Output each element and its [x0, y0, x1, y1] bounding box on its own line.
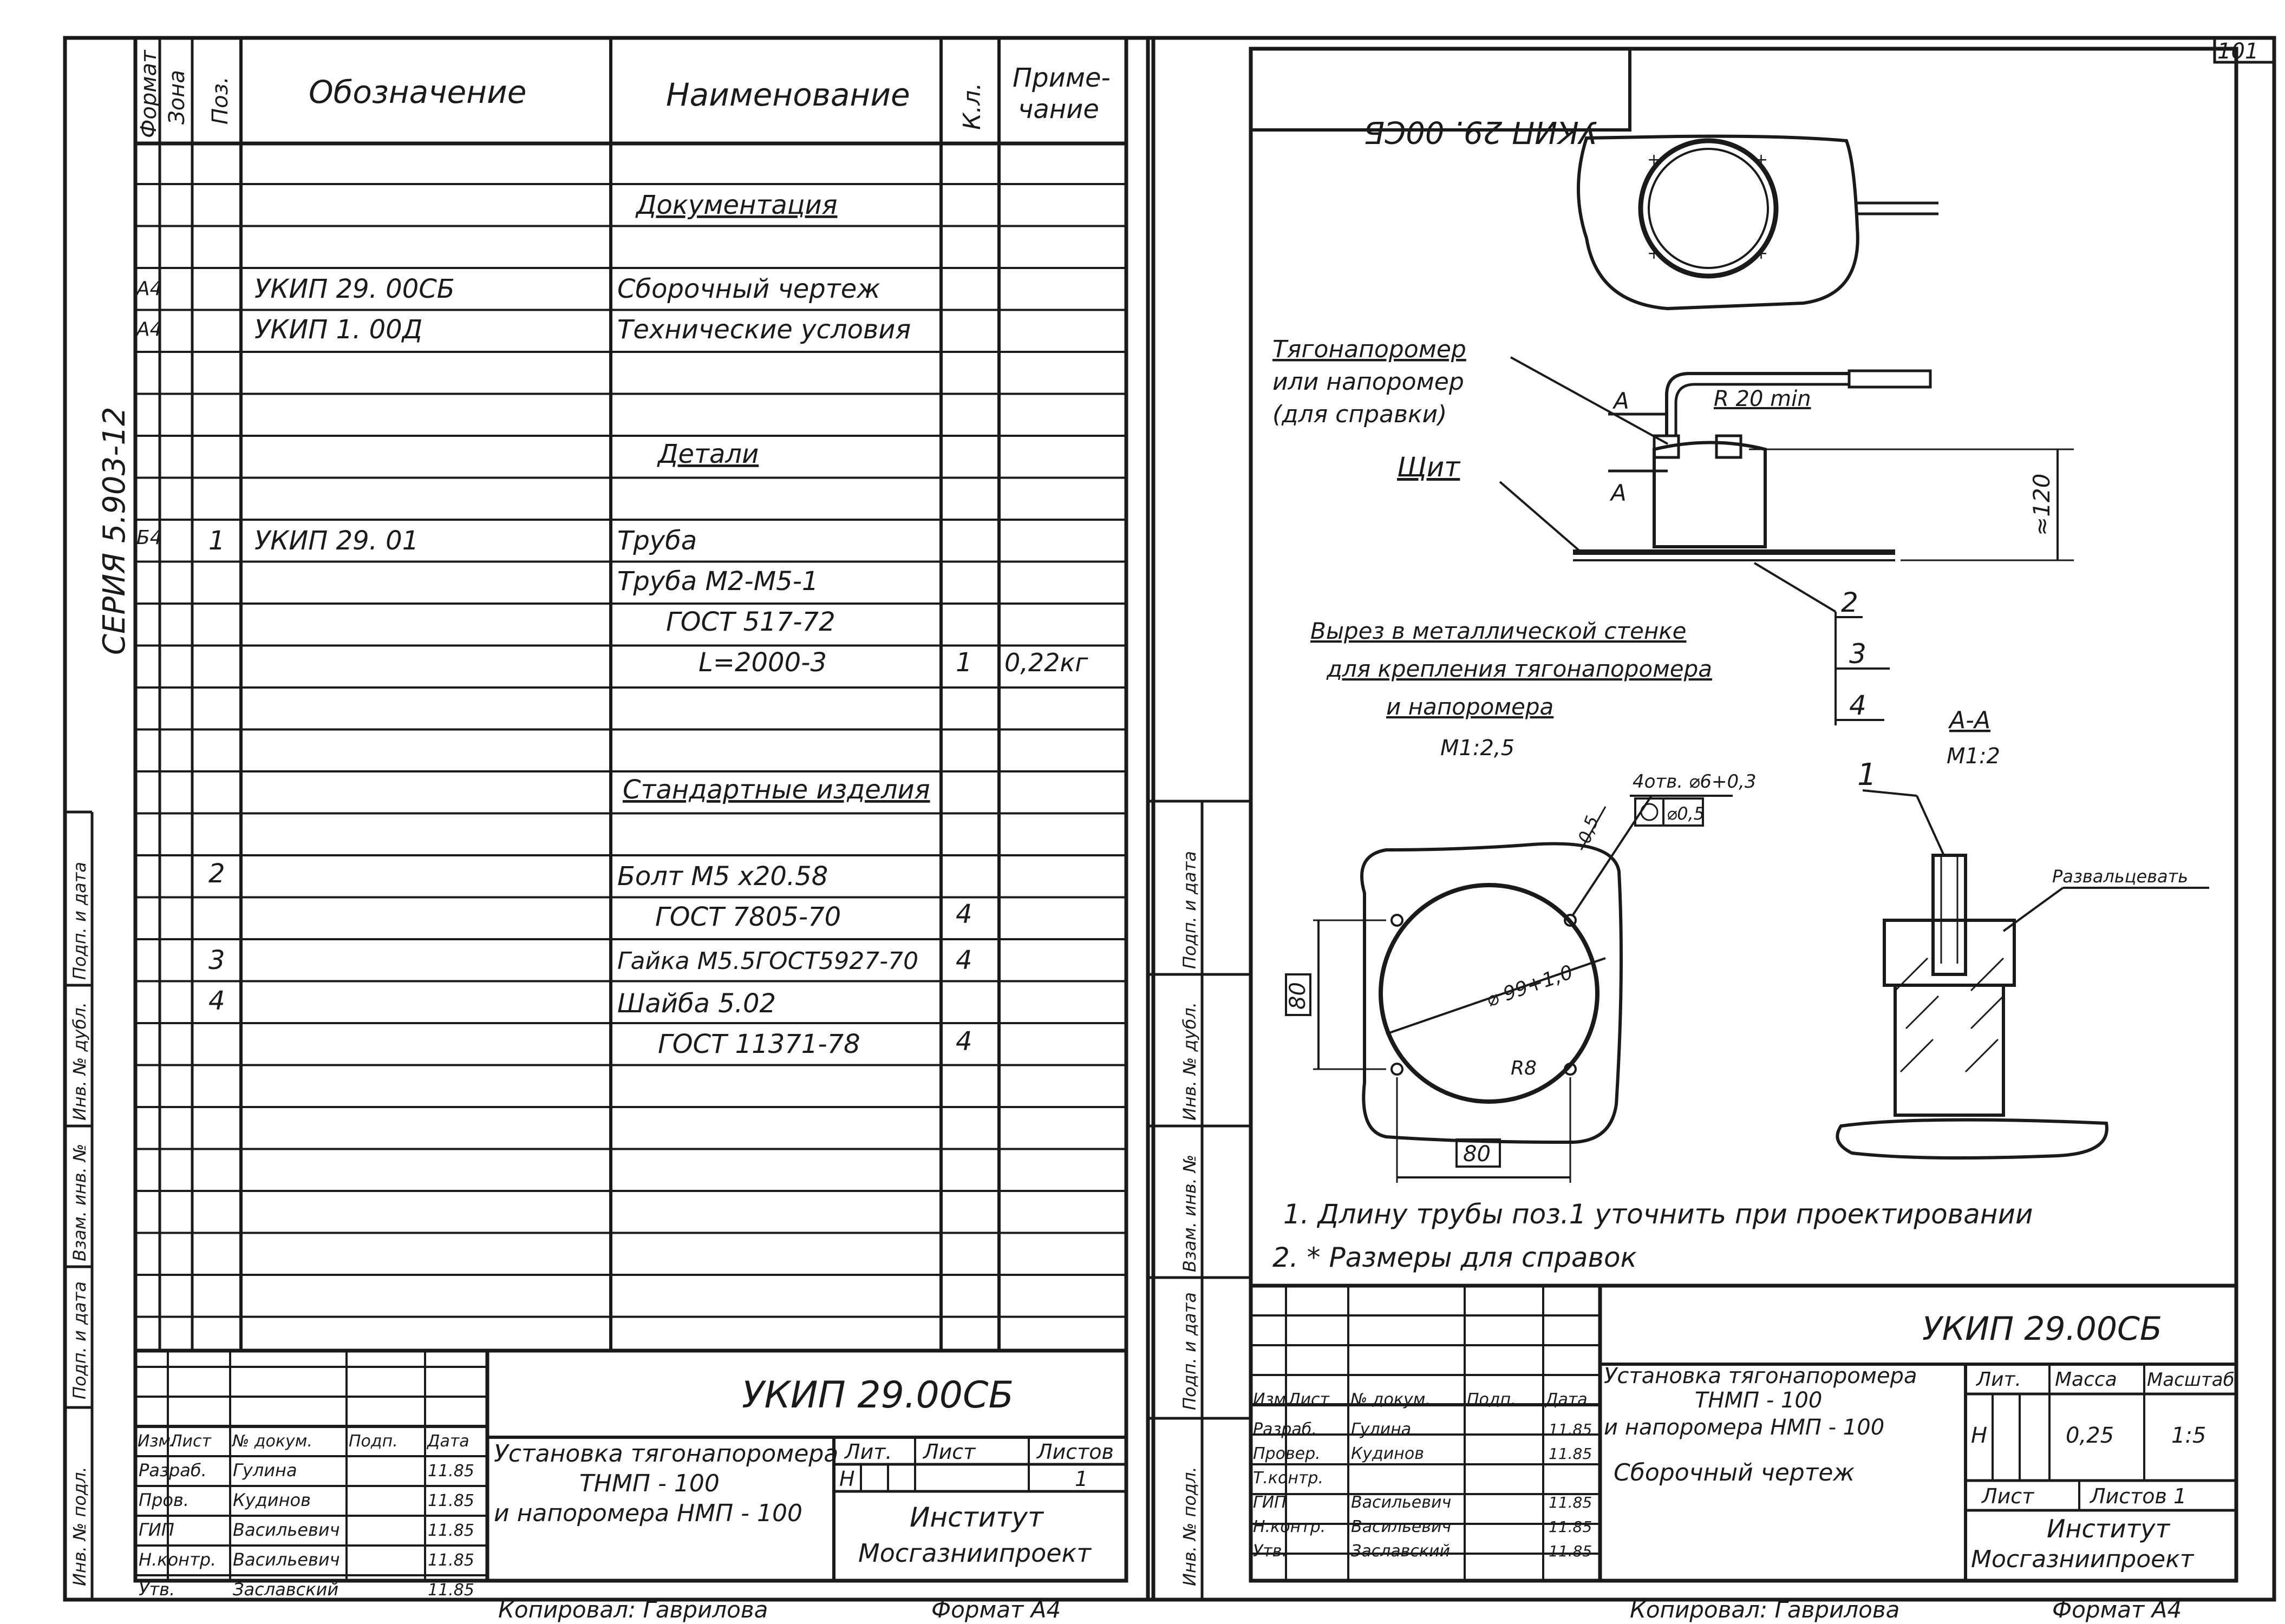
margin-label: Инв. № дубл. [1179, 1002, 1200, 1121]
org-line: Мосгазниипроект [858, 1538, 1092, 1568]
sign-date: 11.85 [428, 1581, 474, 1600]
height-dimension: ≈120 [2028, 473, 2055, 536]
header-name: Наименование [666, 76, 910, 113]
row-pos: 4 [208, 986, 225, 1016]
sign-name: Заславский [1351, 1542, 1450, 1561]
sign-date: 11.85 [1549, 1420, 1592, 1438]
scale-label: Масштаб [2147, 1369, 2235, 1391]
sign-column-header: Подп. [349, 1432, 398, 1451]
spec-header [136, 49, 1111, 138]
title-line: Установка тягонапоромера [1604, 1364, 1917, 1389]
position-tolerance: ⌀0,5 [1667, 803, 1705, 824]
org-line: Институт [2047, 1514, 2170, 1543]
sheets-value: 1 [1075, 1467, 1088, 1491]
radius-label: R 20 min [1714, 387, 1811, 411]
row-format: А4 [136, 318, 162, 340]
sign-name: Кудинов [233, 1490, 311, 1510]
title-code: УКИП 29.00СБ [1922, 1310, 2163, 1348]
section-scale: М1:2 [1947, 744, 2000, 769]
sign-role: Провер. [1253, 1444, 1321, 1463]
sheet-number: 101 [2217, 39, 2259, 64]
sign-role: ГИП [139, 1520, 174, 1540]
sign-name: Кудинов [1351, 1444, 1424, 1463]
margin-label: Подп. и дата [1179, 1292, 1200, 1410]
device-plan-view [1578, 136, 1938, 309]
row-name: L=2000-3 [698, 647, 827, 678]
dim-80-vertical: 80 [1285, 982, 1310, 1010]
sign-date: 11.85 [428, 1462, 474, 1481]
holes-label: 4отв. ⌀6+0,3 [1633, 771, 1757, 793]
right-title-block [1251, 1286, 2236, 1581]
diameter-label: ⌀ 99+1,0 [1483, 961, 1576, 1012]
sign-role: Разраб. [1253, 1420, 1317, 1439]
sign-date: 11.85 [1549, 1494, 1592, 1511]
sign-role: Н.контр. [139, 1549, 217, 1570]
sheets-label: Листов 1 [2090, 1484, 2187, 1508]
margin-label: Инв. № дубл. [69, 1002, 90, 1121]
margin-label: Взам. инв. № [1179, 1154, 1200, 1272]
doc-type: Сборочный чертеж [1614, 1459, 1855, 1487]
sign-column-header: Изм. [138, 1432, 176, 1451]
callout-4: 4 [1849, 690, 1866, 721]
sheet-label: Лист [923, 1440, 976, 1464]
row-format: Б4 [136, 527, 162, 549]
chamfer-label: 0,5 [1574, 813, 1603, 846]
header-zone: Зона [165, 70, 190, 125]
header-note-1: Приме- [1013, 63, 1111, 93]
row-name: ГОСТ 517-72 [666, 607, 835, 637]
row-name: ГОСТ 7805-70 [655, 902, 841, 932]
row-details: Детали [658, 439, 759, 469]
margin-label: Взам. инв. № [69, 1143, 90, 1261]
row-name: Гайка М5.5ГОСТ5927-70 [617, 947, 919, 975]
radius-small: R8 [1511, 1057, 1537, 1079]
mount-mark: + [1647, 150, 1661, 169]
sign-name: Васильевич [233, 1520, 340, 1540]
row-documentation: Документация [636, 190, 838, 220]
row-note: 0,22кг [1004, 648, 1088, 677]
right-drawing-frame [1251, 49, 2236, 1581]
dim-80-horizontal: 80 [1463, 1142, 1491, 1167]
lit-value: Н [1971, 1423, 1988, 1448]
cutout-label: и напоромера [1386, 693, 1554, 720]
device-label: или напоромер [1272, 368, 1464, 396]
notes [1272, 1199, 2033, 1273]
format-label: Формат А4 [2052, 1596, 2182, 1623]
stamp-code-mirrored: УКИП 29. 00СБ [1363, 114, 1597, 149]
lit-label: Лит. [1976, 1368, 2021, 1391]
row-designation: УКИП 29. 01 [254, 526, 419, 556]
title-line: и напоромера НМП - 100 [494, 1499, 802, 1527]
note-2: 2. * Размеры для справок [1272, 1242, 1637, 1273]
header-qty: К.л. [958, 82, 986, 130]
sign-date: 11.85 [1549, 1542, 1592, 1560]
left-sign-grid [135, 1351, 487, 1600]
sign-name: Васильевич [1351, 1517, 1452, 1536]
left-title-block [135, 1351, 1126, 1600]
row-name: Труба М2-М5-1 [617, 566, 819, 597]
sign-role: Разраб. [139, 1460, 207, 1481]
sign-role: ГИП [1253, 1493, 1287, 1512]
copied-by: Копировал: Гаврилова [498, 1596, 768, 1623]
sign-date: 11.85 [1549, 1445, 1592, 1463]
row-format: А4 [136, 278, 162, 300]
sign-column-header: № докум. [232, 1432, 312, 1451]
sign-column-header: Лист [170, 1432, 212, 1451]
row-qty: 4 [956, 945, 972, 975]
panel-label: Щит [1397, 451, 1460, 483]
row-name: Труба [617, 526, 697, 556]
title-line: Установка тягонапоромера [494, 1440, 839, 1468]
left-sheet [65, 38, 1153, 1623]
sign-column-header: Дата [1545, 1390, 1588, 1409]
sign-date: 11.85 [428, 1491, 474, 1510]
row-qty: 1 [956, 647, 972, 678]
sign-column-header: Подп. [1467, 1390, 1516, 1409]
row-designation: УКИП 29. 00СБ [254, 274, 455, 304]
row-standard-items: Стандартные изделия [623, 775, 930, 805]
row-pos: 3 [208, 945, 225, 975]
mount-mark: + [1647, 244, 1661, 263]
callout-2: 2 [1841, 587, 1858, 618]
row-name: ГОСТ 11371-78 [658, 1029, 860, 1059]
sign-name: Васильевич [233, 1549, 340, 1570]
device-label: Тягонапоромер [1272, 336, 1466, 363]
sign-column-header: № докум. [1350, 1390, 1431, 1409]
sheet-label: Лист [1982, 1484, 2034, 1508]
flare-label: Развальцевать [2052, 866, 2189, 887]
sign-name: Васильевич [1351, 1493, 1452, 1512]
row-name: Технические условия [617, 315, 911, 345]
lit-label: Лит. [845, 1440, 892, 1464]
header-designation: Обозначение [309, 74, 527, 110]
header-note-2: чание [1018, 94, 1099, 125]
cutout-scale: М1:2,5 [1440, 736, 1515, 761]
left-binding-margin [65, 407, 132, 1600]
sheets-label: Листов [1037, 1440, 1114, 1464]
sign-role: Утв. [1253, 1542, 1287, 1561]
title-line: и напоромера НМП - 100 [1604, 1415, 1885, 1440]
section-mark: А [1611, 480, 1627, 506]
row-qty: 4 [956, 1026, 972, 1057]
row-qty: 4 [956, 899, 972, 929]
mass-value: 0,25 [2066, 1423, 2114, 1448]
margin-label: Инв. № подл. [1179, 1466, 1200, 1586]
lit-value: Н [839, 1467, 855, 1491]
cutout-view [1285, 618, 1757, 1183]
sign-name: Гулина [1351, 1420, 1412, 1439]
copied-by: Копировал: Гаврилова [1630, 1596, 1900, 1623]
device-label: (для справки) [1272, 401, 1447, 428]
mount-mark: + [1754, 150, 1768, 169]
header-pos: Поз. [208, 76, 233, 125]
mass-label: Масса [2055, 1368, 2117, 1391]
row-pos: 1 [208, 526, 225, 556]
margin-label: Подп. и дата [1179, 851, 1200, 969]
sign-date: 11.85 [428, 1521, 474, 1540]
margin-label: Инв. № подл. [69, 1466, 90, 1586]
callout-1: 1 [1857, 757, 1877, 793]
cutout-label: для крепления тягонапоромера [1327, 656, 1713, 682]
title-line: ТНМП - 100 [1695, 1388, 1823, 1413]
row-pos: 2 [208, 859, 225, 889]
sign-role: Утв. [139, 1579, 175, 1600]
sign-name: Гулина [233, 1460, 297, 1481]
title-code: УКИП 29.00СБ [742, 1374, 1014, 1417]
title-line: ТНМП - 100 [579, 1470, 720, 1497]
section-aa [1837, 706, 2209, 1158]
mount-mark: + [1754, 244, 1768, 263]
sign-column-header: Дата [427, 1432, 469, 1451]
sign-role: Н.контр. [1253, 1517, 1326, 1536]
sign-role: Пров. [139, 1490, 189, 1510]
callout-3: 3 [1849, 638, 1866, 670]
note-1: 1. Длину трубы поз.1 уточнить при проектировании [1283, 1199, 2033, 1230]
margin-label: Подп. и дата [69, 862, 90, 980]
spec-table [135, 38, 1126, 1351]
right-sign-grid [1251, 1286, 1600, 1581]
sign-name: Заславский [233, 1579, 339, 1600]
right-binding-margin [1148, 801, 1251, 1600]
org-line: Институт [910, 1502, 1044, 1533]
sign-role: Т.контр. [1253, 1469, 1324, 1488]
row-name: Болт М5 х20.58 [617, 861, 828, 892]
cutout-label: Вырез в металлической стенке [1310, 618, 1687, 644]
row-designation: УКИП 1. 00Д [254, 315, 423, 345]
org-line: Мосгазниипроект [1971, 1546, 2194, 1573]
section-mark: А [1614, 388, 1629, 414]
margin-series-handwriting: СЕРИЯ 5.903-12 [97, 407, 132, 655]
margin-label: Подп. и дата [69, 1281, 90, 1399]
row-name: Шайба 5.02 [617, 988, 776, 1019]
header-format: Формат [136, 50, 161, 138]
scale-value: 1:5 [2171, 1423, 2206, 1448]
right-sheet [1148, 38, 2274, 1623]
sign-date: 11.85 [428, 1551, 474, 1570]
sign-date: 11.85 [1549, 1518, 1592, 1536]
format-label: Формат А4 [931, 1596, 1061, 1623]
sign-column-header: Лист [1288, 1390, 1330, 1409]
row-name: Сборочный чертеж [617, 274, 880, 304]
section-title: А-А [1949, 706, 1991, 734]
spec-row-lines [135, 184, 1126, 1317]
sign-column-header: Изм. [1253, 1390, 1291, 1409]
